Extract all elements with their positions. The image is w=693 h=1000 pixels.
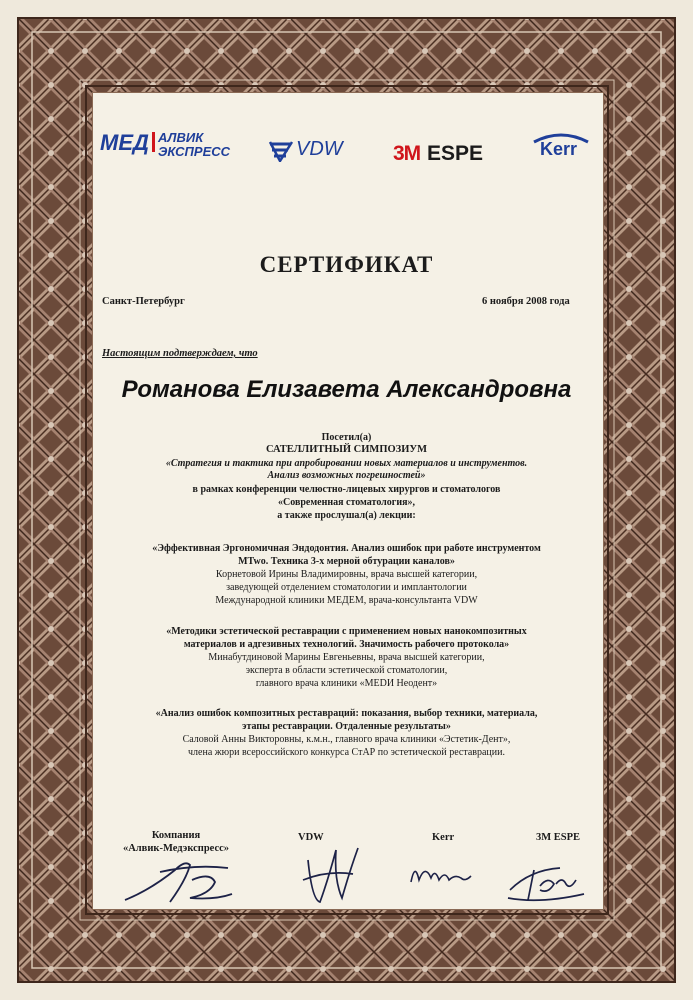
conference-line2: «Современная стоматология», — [277, 497, 416, 508]
signatory-company-line2: «Алвик-Медэкспресс» — [122, 842, 230, 854]
signatory-vdw: VDW — [298, 832, 324, 843]
3m-brand-text: 3M — [393, 142, 421, 165]
medi-alvik-logo-upper: АЛВИК — [158, 130, 204, 145]
confirmation-text: Настоящим подтверждаем, что — [102, 348, 258, 359]
kerr-logo-text: Kerr — [540, 139, 578, 159]
lecture-line: эксперта в области эстетической стоматологии, — [245, 665, 448, 676]
signature-3m-espe — [500, 850, 590, 906]
attended-label: Посетил(а) — [321, 432, 372, 443]
medi-alvik-logo-line2: ЭКСПРЕСС — [158, 144, 231, 159]
lecture-line: «Эффективная Эргономичная Эндодонтия. Анализ ошибок при работе инструментом — [152, 543, 541, 554]
conference-line1: в рамках конференции челюстно-лицевых хирургов и стоматологов — [192, 484, 501, 495]
kerr-logo — [528, 130, 594, 166]
lecture-line: члена жюри всероссийского конкурса СтАР по эстетической реставрации. — [188, 747, 505, 758]
lecture-line: Корнетовой Ирины Владимировны, врача высшей категории, — [215, 569, 478, 580]
signature-vdw — [298, 840, 368, 910]
vdw-logo-text: VDW — [296, 138, 343, 160]
vdw-emblem-icon — [268, 140, 294, 162]
lecture-line: Международной клиники МЕДЕМ, врача-консультанта VDW — [215, 595, 478, 606]
signature-kerr — [405, 852, 475, 892]
3m-espe-logo — [393, 142, 503, 168]
medi-alvik-logo — [100, 128, 240, 164]
certificate-title: СЕРТИФИКАТ — [259, 252, 434, 277]
lecture-line: «Методики эстетической реставрации с применением новых нанокомпозитных — [166, 626, 527, 637]
svg-text:МЕД: МЕД — [100, 130, 149, 155]
event-name: САТЕЛЛИТНЫЙ СИМПОЗИУМ — [266, 444, 427, 455]
city: Санкт-Петербург — [102, 296, 185, 307]
lecture-line: главного врача клиники «MEDИ Неодент» — [255, 678, 438, 689]
lecture-line: материалов и адгезивных технологий. Значимость рабочего протокола» — [183, 639, 510, 650]
lecture-line: Саловой Анны Викторовны, к.м.н., главного врача клиники «Эстетик-Дент», — [182, 734, 511, 745]
date: 6 ноября 2008 года — [482, 296, 570, 307]
lecture-line: «Анализ ошибок композитных реставраций: показания, выбор техники, материала, — [155, 708, 538, 719]
vdw-logo — [268, 138, 352, 164]
lecture-line: этапы реставрации. Отдаленные результаты» — [242, 721, 451, 732]
signatory-3m-espe: 3M ESPE — [536, 832, 581, 843]
signatory-kerr: Kerr — [432, 832, 455, 843]
event-title-line2: Анализ возможных погрешностей» — [267, 470, 426, 481]
recipient-name: Романова Елизавета Александровна — [121, 376, 572, 403]
signatory-company-line1: Компания — [151, 830, 201, 841]
signature-company — [120, 850, 240, 910]
conference-line3: а также прослушал(а) лекции: — [277, 510, 416, 521]
espe-brand-text: ESPE — [427, 142, 484, 165]
lecture-line: MTwo. Техника 3-х мерной обтурации каналов» — [238, 556, 455, 567]
lecture-line: заведующей отделением стоматологии и имплантологии — [226, 582, 467, 593]
lecture-line: Минабутдиновой Марины Евгеньевны, врача высшей категории, — [208, 652, 485, 663]
event-title-line1: «Стратегия и тактика при апробировании новых материалов и инструментов. — [165, 458, 528, 469]
